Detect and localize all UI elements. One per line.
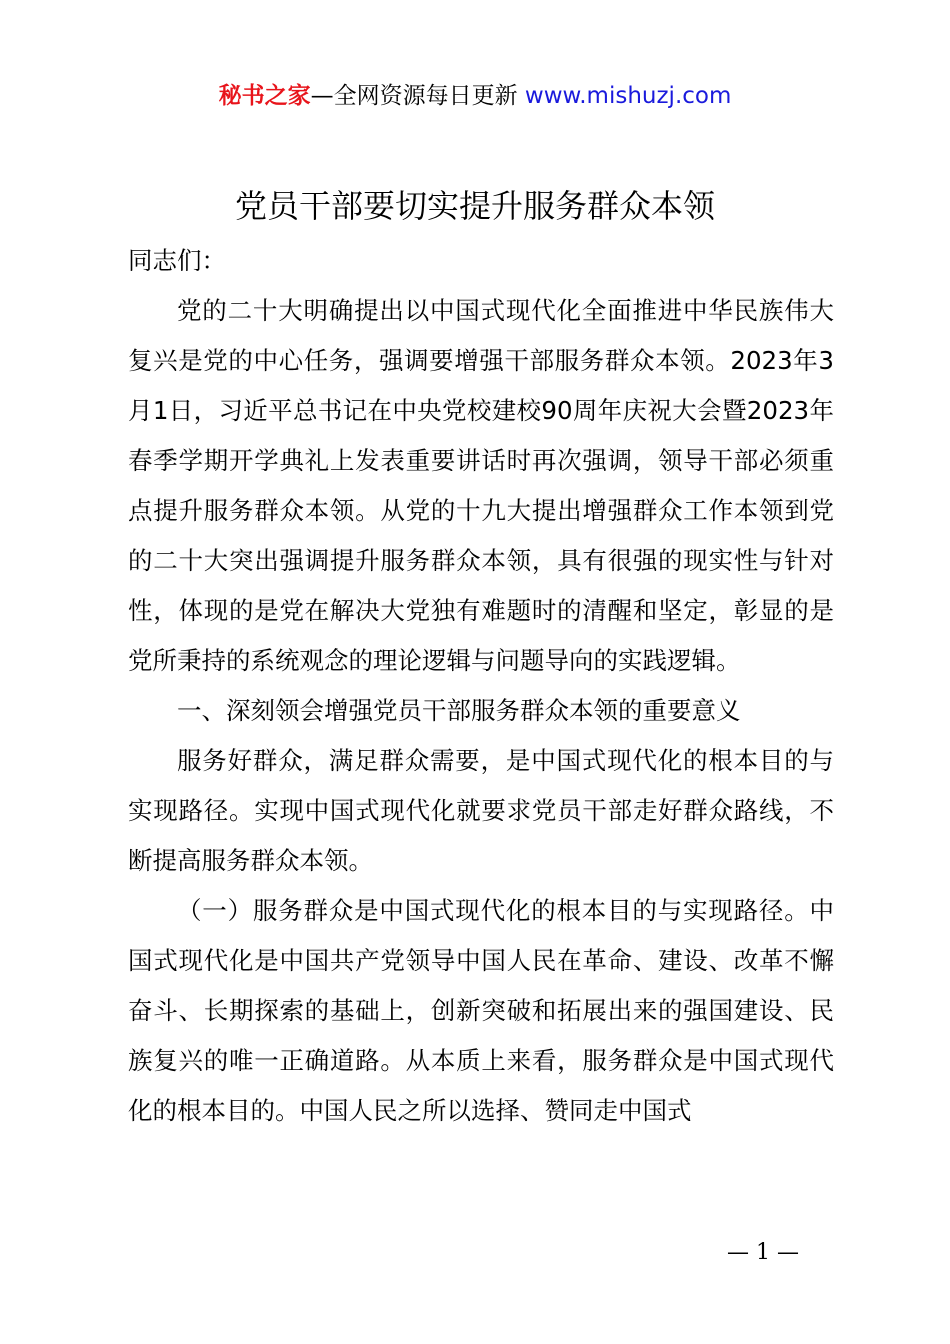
- paragraph-intro: 党的二十大明确提出以中国式现代化全面推进中华民族伟大复兴是党的中心任务，强调要增强干部服务群众本领。2023年3月1日，习近平总书记在中央党校建校90周年庆祝大会暨2023年春季学期开学典礼上发表重要讲话时再次强调，领导干部必须重点提升服务群众本领。从党的十九大提出增强群众工作本领到党的二十大突出强调提升服务群众本领，具有很强的现实性与针对性，体现的是党在解决大党独有难题时的清醒和坚定，彰显的是党所秉持的系统观念的理论逻辑与问题导向的实践逻辑。: [128, 296, 834, 675]
- paragraph-subsection-one: （一）服务群众是中国式现代化的根本目的与实现路径。中国式现代化是中国共产党领导中国人民在革命、建设、改革不懈奋斗、长期探索的基础上，创新突破和拓展出来的强国建设、民族复兴的唯一正确道路。从本质上来看，服务群众是中国式现代化的根本目的。中国人民之所以选择、赞同走中国式: [128, 896, 834, 1125]
- salutation: 同志们：: [128, 246, 226, 275]
- page-number: — 1 —: [727, 1240, 799, 1265]
- section-heading: 一、深刻领会增强党员干部服务群众本领的重要意义: [177, 696, 741, 725]
- paragraph-section-summary: 服务好群众，满足群众需要，是中国式现代化的根本目的与实现路径。实现中国式现代化就要求党员干部走好群众路线，不断提高服务群众本领。: [128, 746, 834, 875]
- site-header: [0, 80, 950, 112]
- site-slogan: —全网资源每日更新: [310, 83, 518, 109]
- site-brand: 秘书之家: [218, 83, 311, 109]
- document-body: [128, 236, 834, 1136]
- site-url-link[interactable]: www.mishuzj.com: [524, 83, 732, 109]
- document-title: 党员干部要切实提升服务群众本领: [234, 187, 715, 225]
